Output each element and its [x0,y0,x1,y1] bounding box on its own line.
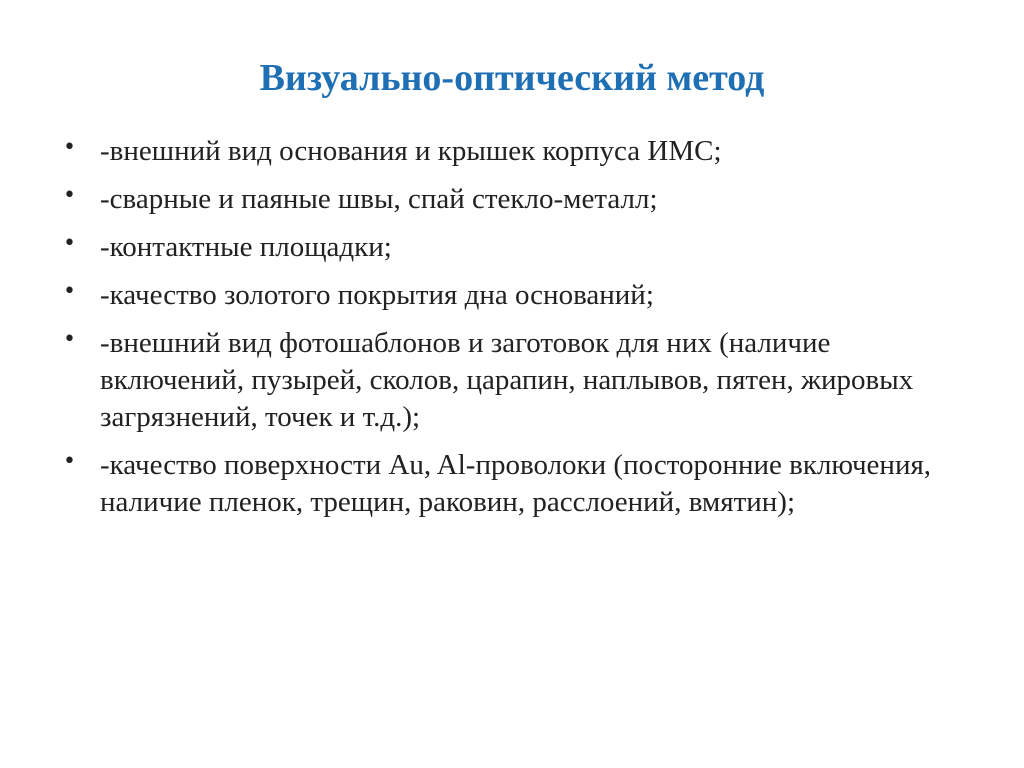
bullet-text: -внешний вид фотошаблонов и заготовок для них (наличие включений, пузырей, сколов, царапин, наплывов, пятен, жировых загрязнений, точек и т.д.); [100,327,914,433]
bullet-item [60,447,980,521]
bullet-text: -сварные и паяные швы, спай стекло-металл; [100,183,658,215]
bullet-item [60,277,980,314]
bullet-icon: • [63,449,76,474]
bullet-item [60,181,980,218]
bullet-text: -внешний вид основания и крышек корпуса ИМС; [100,135,722,167]
bullet-icon: • [63,135,76,160]
bullet-icon: • [63,183,76,208]
bullet-icon: • [63,327,76,352]
bullet-icon: • [63,231,76,256]
bullet-item [60,229,980,266]
bullet-item [60,325,980,436]
bullet-item [60,133,980,170]
bullet-icon: • [63,279,76,304]
bullet-text: -качество золотого покрытия дна оснований; [100,279,654,311]
bullet-list [60,133,980,532]
bullet-text: -качество поверхности Au, Al-проволоки (посторонние включения, наличие пленок, трещин, раковин, расслоений, вмятин); [100,449,932,518]
slide-title: Визуально-оптический метод [259,57,765,99]
bullet-text: -контактные площадки; [100,231,392,263]
